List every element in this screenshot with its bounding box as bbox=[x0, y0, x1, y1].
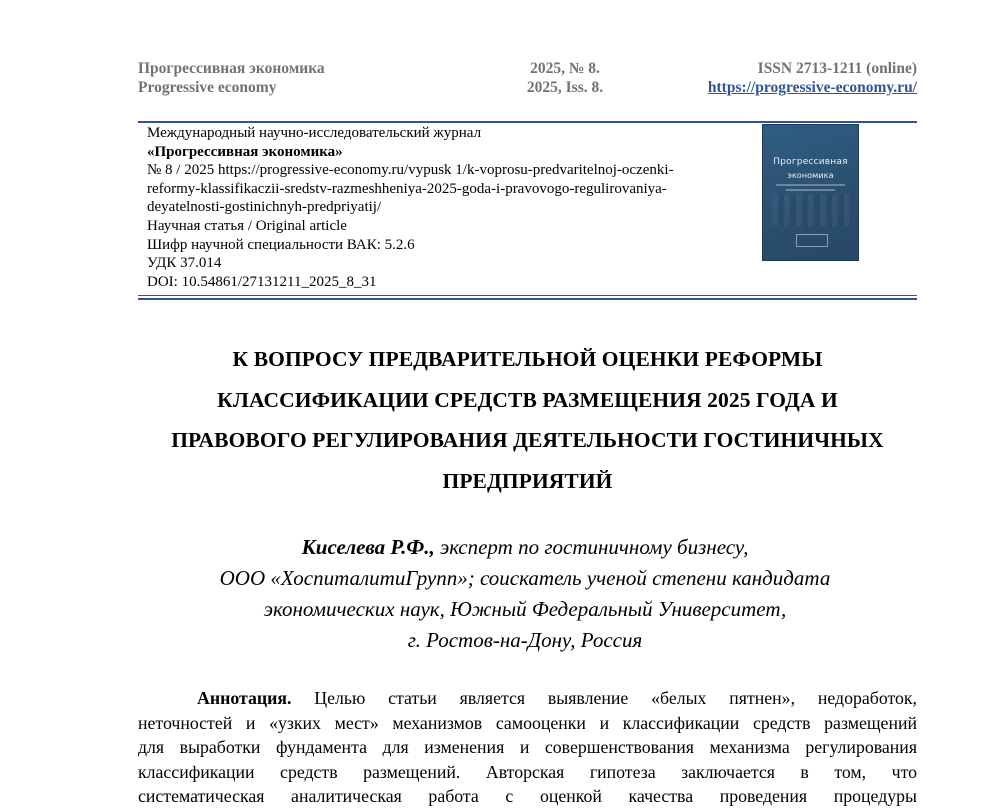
author-block bbox=[130, 532, 920, 656]
journal-name-ru: Прогрессивная экономика bbox=[138, 60, 325, 77]
abstract-line: классификации средств размещений. Авторская гипотеза заключается в том, что bbox=[138, 761, 917, 782]
meta-journal-title: «Прогрессивная экономика» bbox=[147, 143, 343, 160]
abstract-line: систематическая аналитическая работа с оценкой качества проведения процедуры bbox=[138, 786, 917, 807]
meta-divider-thick bbox=[138, 298, 917, 300]
author-location: г. Ростов-на-Дону, Россия bbox=[407, 628, 643, 652]
title-line: ПРАВОВОГО РЕГУЛИРОВАНИЯ ДЕЯТЕЛЬНОСТИ ГОСТИНИЧНЫХ bbox=[171, 428, 884, 453]
issn: ISSN 2713-1211 (online) bbox=[757, 60, 917, 77]
title-line: ПРЕДПРИЯТИЙ bbox=[442, 469, 613, 494]
issue-en: 2025, Iss. 8. bbox=[526, 79, 604, 96]
cover-pattern bbox=[772, 194, 849, 226]
meta-url-end: deyatelnosti-gostinichnyh-predpriyatij/ bbox=[147, 199, 382, 216]
meta-udc: УДК 37.014 bbox=[147, 255, 222, 272]
title-line: К ВОПРОСУ ПРЕДВАРИТЕЛЬНОЙ ОЦЕНКИ РЕФОРМЫ bbox=[232, 347, 823, 371]
meta-article-type: Научная статья / Original article bbox=[147, 217, 347, 234]
meta-doi: DOI: 10.54861/27131211_2025_8_31 bbox=[147, 273, 377, 290]
abstract-line: для выработки фундамента для изменения и совершенствования механизма регулирования bbox=[138, 737, 917, 758]
meta-divider-thin bbox=[138, 295, 917, 296]
cover-subtitle-line bbox=[776, 184, 845, 186]
cover-title-2: экономика bbox=[787, 170, 834, 180]
abstract-line bbox=[138, 686, 917, 711]
author-affiliation: ООО «ХоспиталитиГрупп»; соискатель ученой степени кандидата bbox=[219, 566, 831, 590]
journal-cover-image bbox=[762, 124, 859, 261]
author-position: эксперт по гостиничному бизнесу, bbox=[434, 535, 749, 559]
issue-ru: 2025, № 8. bbox=[530, 60, 600, 77]
abstract-line: неточностей и «узких мест» механизмов самооценки и классификации средств размещений bbox=[138, 712, 917, 733]
meta-url-cont: reformy-klassifikaczii-sredstv-razmeshheniya-2025-goda-i-pravovogo-regulirovaniya- bbox=[147, 180, 667, 197]
cover-badge bbox=[796, 234, 828, 247]
journal-site-link[interactable]: https://progressive-economy.ru/ bbox=[707, 79, 917, 96]
title-line: КЛАССИФИКАЦИИ СРЕДСТВ РАЗМЕЩЕНИЯ 2025 ГОДА И bbox=[217, 387, 838, 412]
abstract-text: Целью статьи является выявление «белых пятнен», недоработок, bbox=[291, 688, 917, 708]
abstract bbox=[138, 686, 917, 809]
journal-meta-block bbox=[147, 124, 747, 291]
article-title bbox=[120, 339, 935, 502]
author-name: Киселева Р.Ф., bbox=[301, 535, 435, 559]
header-divider bbox=[138, 121, 917, 123]
abstract-label: Аннотация. bbox=[197, 688, 292, 708]
cover-subtitle-line bbox=[786, 189, 835, 191]
meta-vak-code: Шифр научной специальности ВАК: 5.2.6 bbox=[147, 236, 415, 253]
author-university: экономических наук, Южный Федеральный Университет, bbox=[263, 597, 787, 621]
meta-journal-type: Международный научно-исследовательский журнал bbox=[147, 125, 482, 141]
journal-name-en: Progressive economy bbox=[138, 79, 277, 96]
cover-title-1: Прогрессивная bbox=[773, 157, 848, 167]
meta-issue-url: № 8 / 2025 https://progressive-economy.ru/vypusk 1/k-voprosu-predvaritelnoj-oczenki- bbox=[147, 162, 674, 179]
